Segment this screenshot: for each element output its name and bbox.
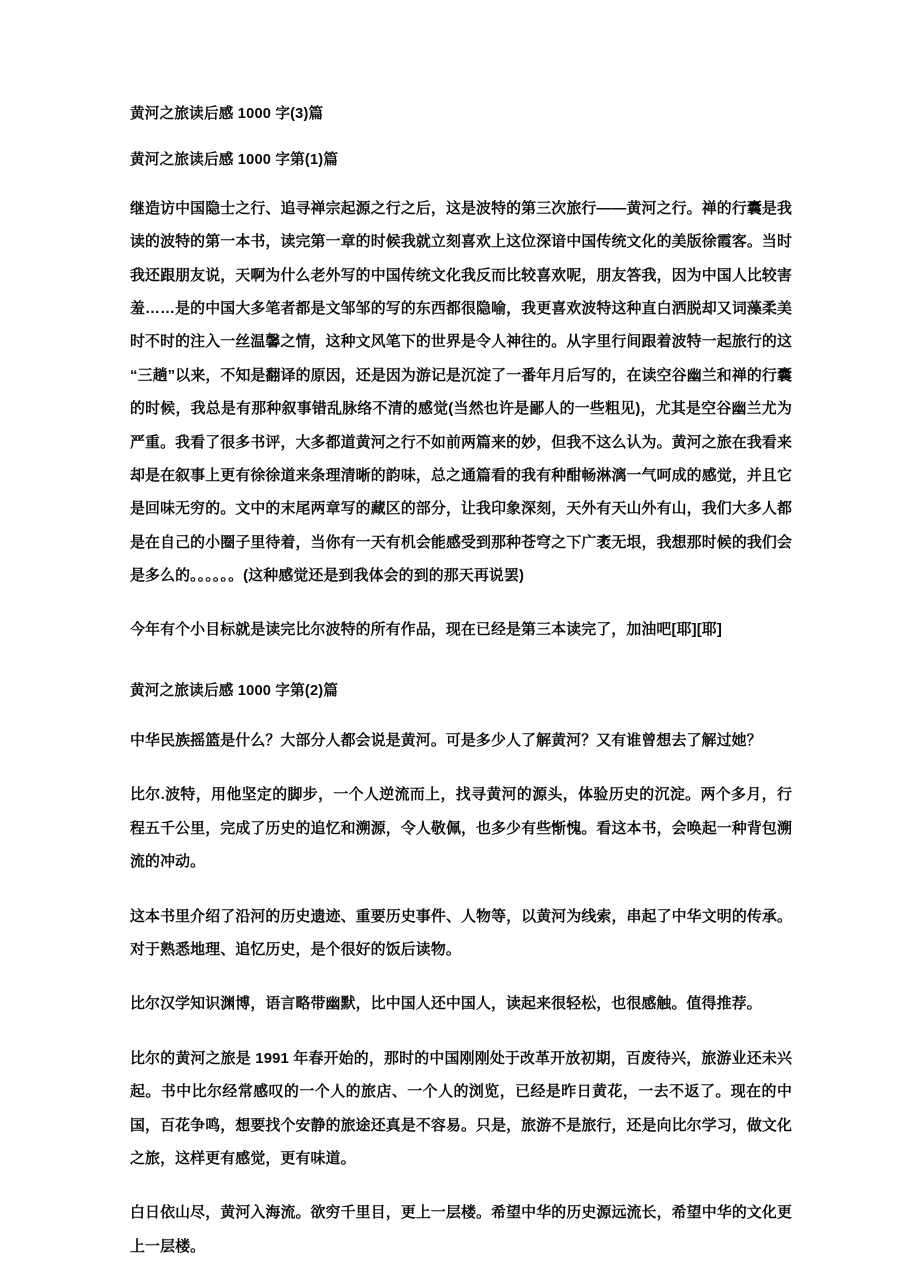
section-1 — [130, 150, 792, 647]
paragraph: 比尔汉学知识渊博，语言略带幽默，比中国人还中国人，读起来很轻松，也很感触。值得推荐。 — [130, 996, 762, 1013]
document-title: 黄河之旅读后感 1000 字(3)篇 — [130, 106, 324, 122]
paragraph: 中华民族摇篮是什么？大部分人都会说是黄河。可是多少人了解黄河？又有谁曾想去了解过她？ — [130, 732, 762, 749]
document-content — [130, 104, 792, 1264]
section-2-heading: 黄河之旅读后感 1000 字第(2)篇 — [130, 683, 339, 700]
section-1-heading: 黄河之旅读后感 1000 字第(1)篇 — [130, 151, 339, 168]
section-2-body — [130, 725, 792, 1264]
paragraph: 今年有个小目标就是读完比尔波特的所有作品，现在已经是第三本读完了，加油吧[耶][耶] — [130, 621, 722, 638]
paragraph: 白日依山尽，黄河入海流。欲穷千里目，更上一层楼。希望中华的历史源远流长，希望中华的文化更上一层楼。 — [130, 1205, 792, 1255]
section-1-body — [130, 193, 792, 647]
paragraph: 比尔.波特，用他坚定的脚步，一个人逆流而上，找寻黄河的源头，体验历史的沉淀。两个多月，行程五千公里，完成了历史的追忆和溯源，令人敬佩，也多少有些惭愧。看这本书，会唤起一种背包溯流的冲动。 — [130, 787, 792, 871]
paragraph: 比尔的黄河之旅是 1991 年春开始的，那时的中国刚刚处于改革开放初期，百废待兴，旅游业还未兴起。书中比尔经常感叹的一个人的旅店、一个人的浏览，已经是昨日黄花，一去不返了。现在的中国，百花争鸣，想要找个安静的旅途还真是不容易。只是，旅游不是旅行，还是向比尔学习，做文化之旅，这样更有感觉，更有味道。 — [130, 1050, 792, 1168]
paragraph: 这本书里介绍了沿河的历史遗迹、重要历史事件、人物等，以黄河为线索，串起了中华文明的传承。对于熟悉地理、追忆历史，是个很好的饭后读物。 — [130, 908, 792, 958]
paragraph: 继造访中国隐士之行、追寻禅宗起源之行之后，这是波特的第三次旅行——黄河之行。禅的行囊是我读的波特的第一本书，读完第一章的时候我就立刻喜欢上这位深谙中国传统文化的美版徐霞客。当时我还跟朋友说，天啊为什么老外写的中国传统文化我反而比较喜欢呢，朋友答我，因为中国人比较害羞……是的中国大多笔者都是文邹邹的写的东西都很隐喻，我更喜欢波特这种直白洒脱却又词藻柔美时不时的注入一丝温馨之情，这种文风笔下的世界是令人神往的。从字里行间跟着波特一起旅行的这“三趟”以来，不知是翻译的原因，还是因为游记是沉淀了一番年月后写的，在读空谷幽兰和禅的行囊的时候，我总是有那种叙事错乱脉络不清的感觉(当然也许是鄙人的一些粗见)，尤其是空谷幽兰尤为严重。我看了很多书评，大多都道黄河之行不如前两篇来的妙，但我不这么认为。黄河之旅在我看来却是在叙事上更有徐徐道来条理清晰的韵味，总之通篇看的我有种酣畅淋漓一气呵成的感觉，并且它是回味无穷的。文中的末尾两章写的藏区的部分，让我印象深刻，天外有天山外有山，我们大多人都是在自己的小圈子里待着，当你有一天有机会能感受到那种苍穹之下广袤无垠，我想那时候的我们会是多么的。。。。。。(这种感觉还是到我体会的到的那天再说罢) — [130, 200, 792, 585]
section-2 — [130, 681, 792, 1264]
